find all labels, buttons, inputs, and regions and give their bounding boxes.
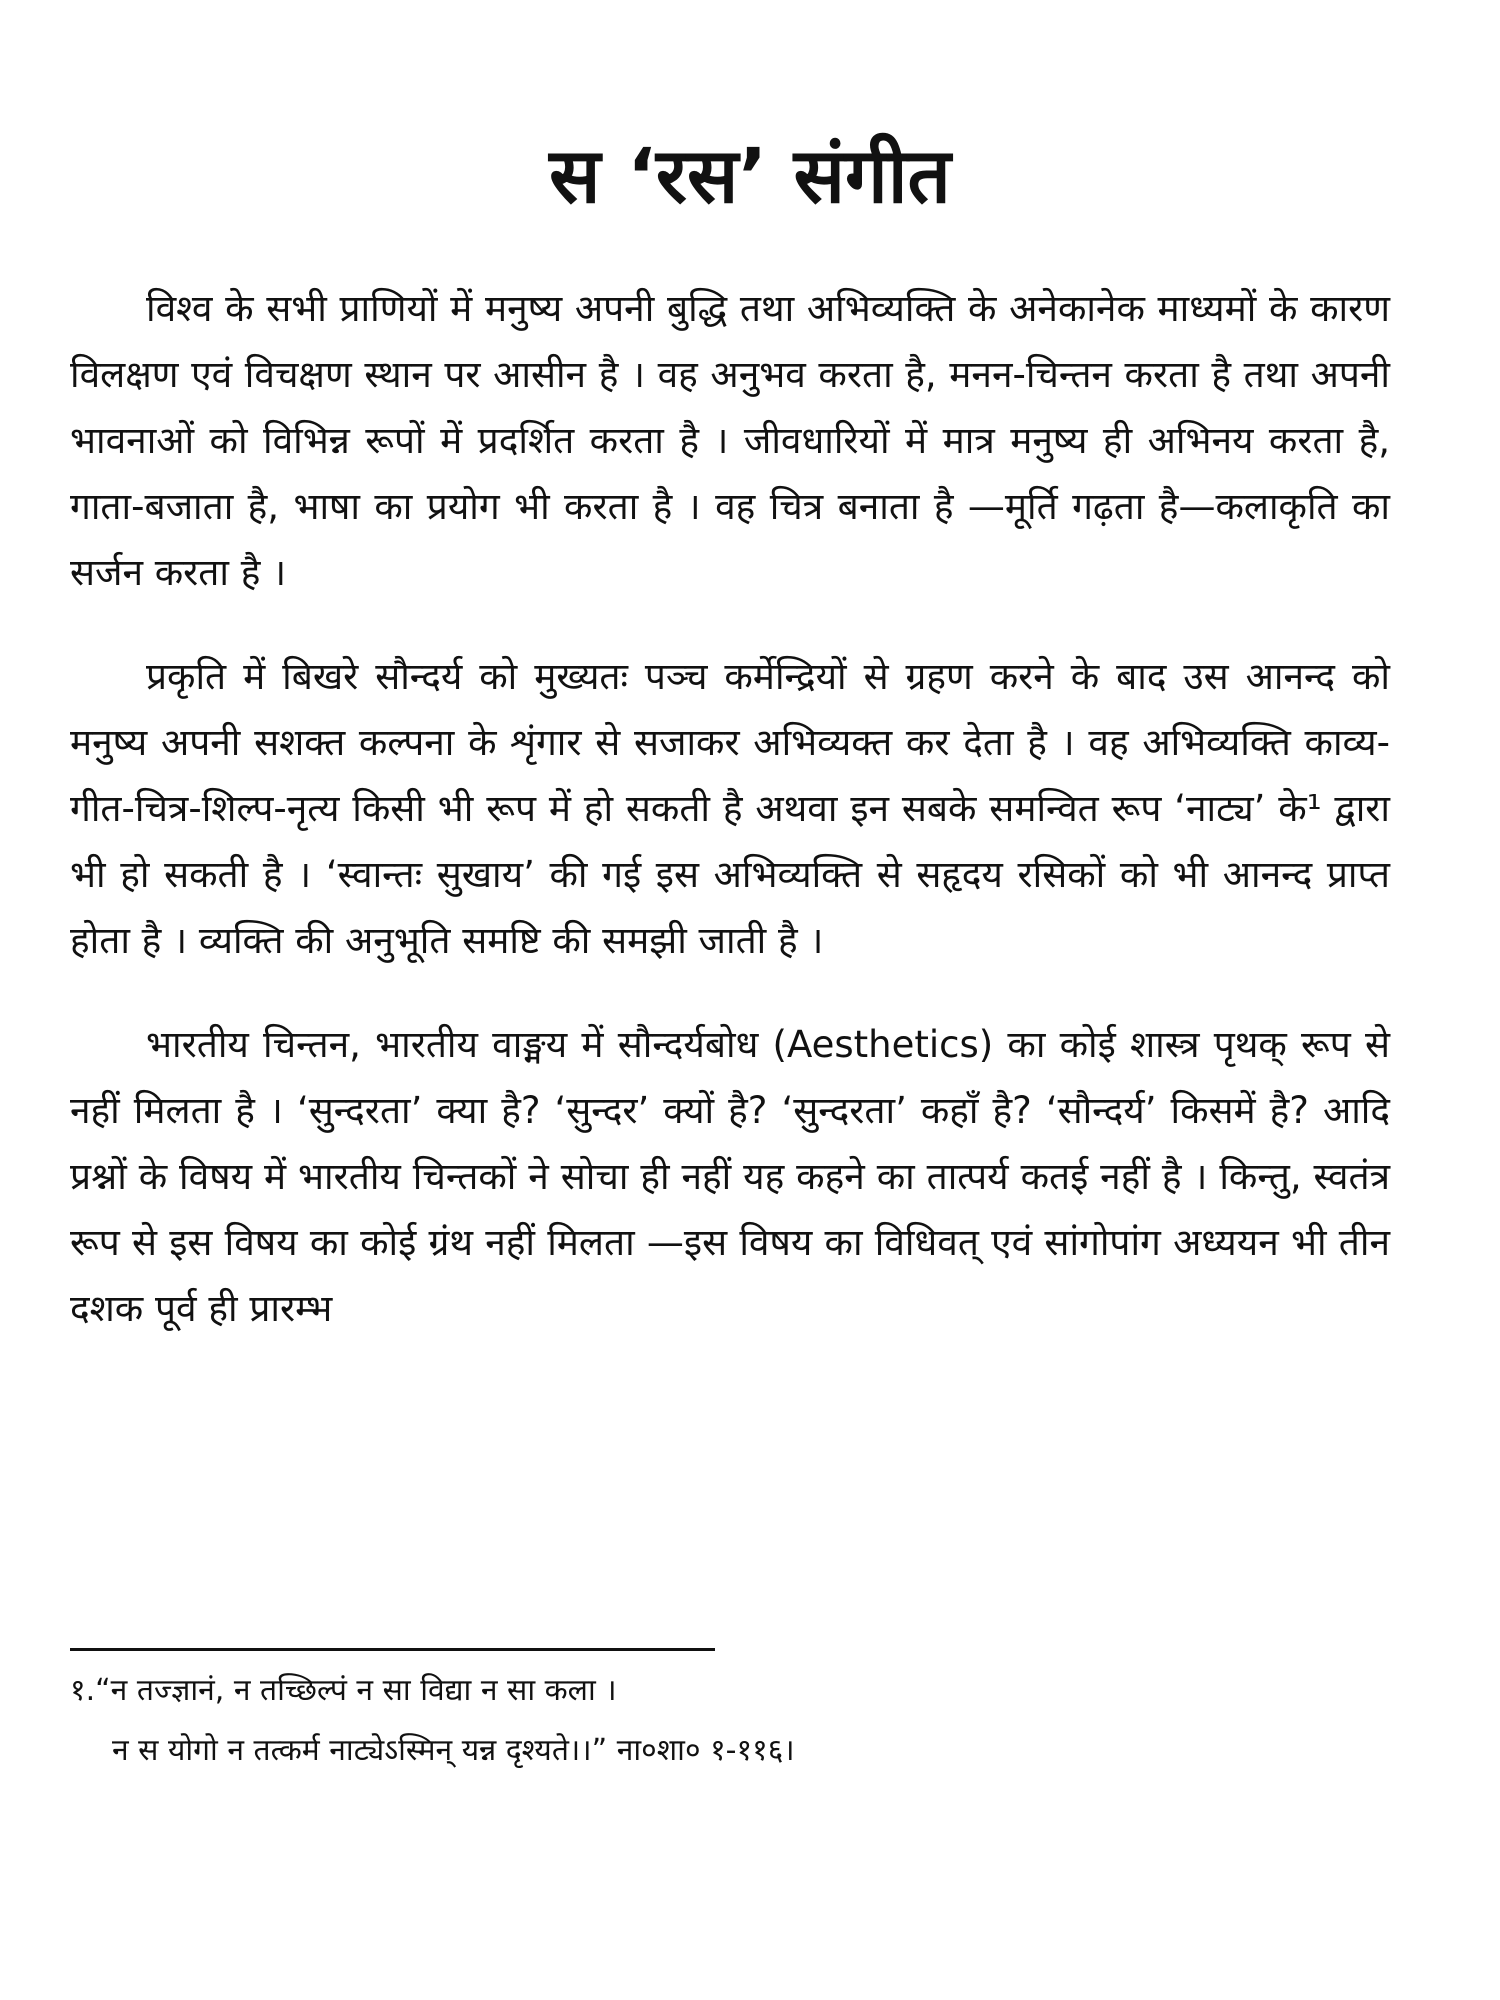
footnotes (70, 1665, 1390, 1777)
page-title: स ‘रस’ संगीत (549, 131, 951, 220)
body-text (70, 276, 1390, 1380)
footnote-line-1: १.“न तज्ज्ञानं, न तच्छिल्पं न सा विद्या न सा कला । (70, 1673, 617, 1708)
footnote-divider (70, 1648, 715, 1651)
paragraph-1: विश्व के सभी प्राणियों में मनुष्य अपनी बुद्धि तथा अभिव्यक्ति के अनेकानेक माध्यमों के कारण विलक्षण एवं विचक्षण स्थान पर आसीन है । वह अनुभव करता है, मनन-चिन्तन करता है तथा अपनी भावनाओं को विभिन्न रूपों में प्रदर्शित करता है । जीवधारियों में मात्र मनुष्य ही अभिनय करता है, गाता-बजाता है, भाषा का प्रयोग भी करता है । वह चित्र बनाता है —मूर्ति गढ़ता है—कलाकृति का सर्जन करता है । (70, 287, 1390, 594)
paragraph-2: प्रकृति में बिखरे सौन्दर्य को मुख्यतः पञ्च कर्मेन्द्रियों से ग्रहण करने के बाद उस आनन्द को मनुष्य अपनी सशक्त कल्पना के शृंगार से सजाकर अभिव्यक्त कर देता है । वह अभिव्यक्ति काव्य-गीत-चित्र-शिल्प-नृत्य किसी भी रूप में हो सकती है अथवा इन सबके समन्वित रूप ‘नाट्य’ के¹ द्वारा भी हो सकती है । ‘स्वान्तः सुखाय’ की गई इस अभिव्यक्ति से सहृदय रसिकों को भी आनन्द प्राप्त होता है । व्यक्ति की अनुभूति समष्टि की समझी जाती है । (70, 655, 1390, 962)
paragraph-3: भारतीय चिन्तन, भारतीय वाङ्मय में सौन्दर्यबोध (Aesthetics) का कोई शास्त्र पृथक् रूप से नहीं मिलता है । ‘सुन्दरता’ क्या है? ‘सुन्दर’ क्यों है? ‘सुन्दरता’ कहाँ है? ‘सौन्दर्य’ किसमें है? आदि प्रश्नों के विषय में भारतीय चिन्तकों ने सोचा ही नहीं यह कहने का तात्पर्य कतई नहीं है । किन्तु, स्वतंत्र रूप से इस विषय का कोई ग्रंथ नहीं मिलता —इस विषय का विधिवत् एवं सांगोपांग अध्ययन भी तीन दशक पूर्व ही प्रारम्भ (70, 1023, 1390, 1330)
footnote-line-2: न स योगो न तत्कर्म नाट्येऽस्मिन् यन्न दृश्यते।।” ना०शा० १-११६। (112, 1733, 795, 1768)
